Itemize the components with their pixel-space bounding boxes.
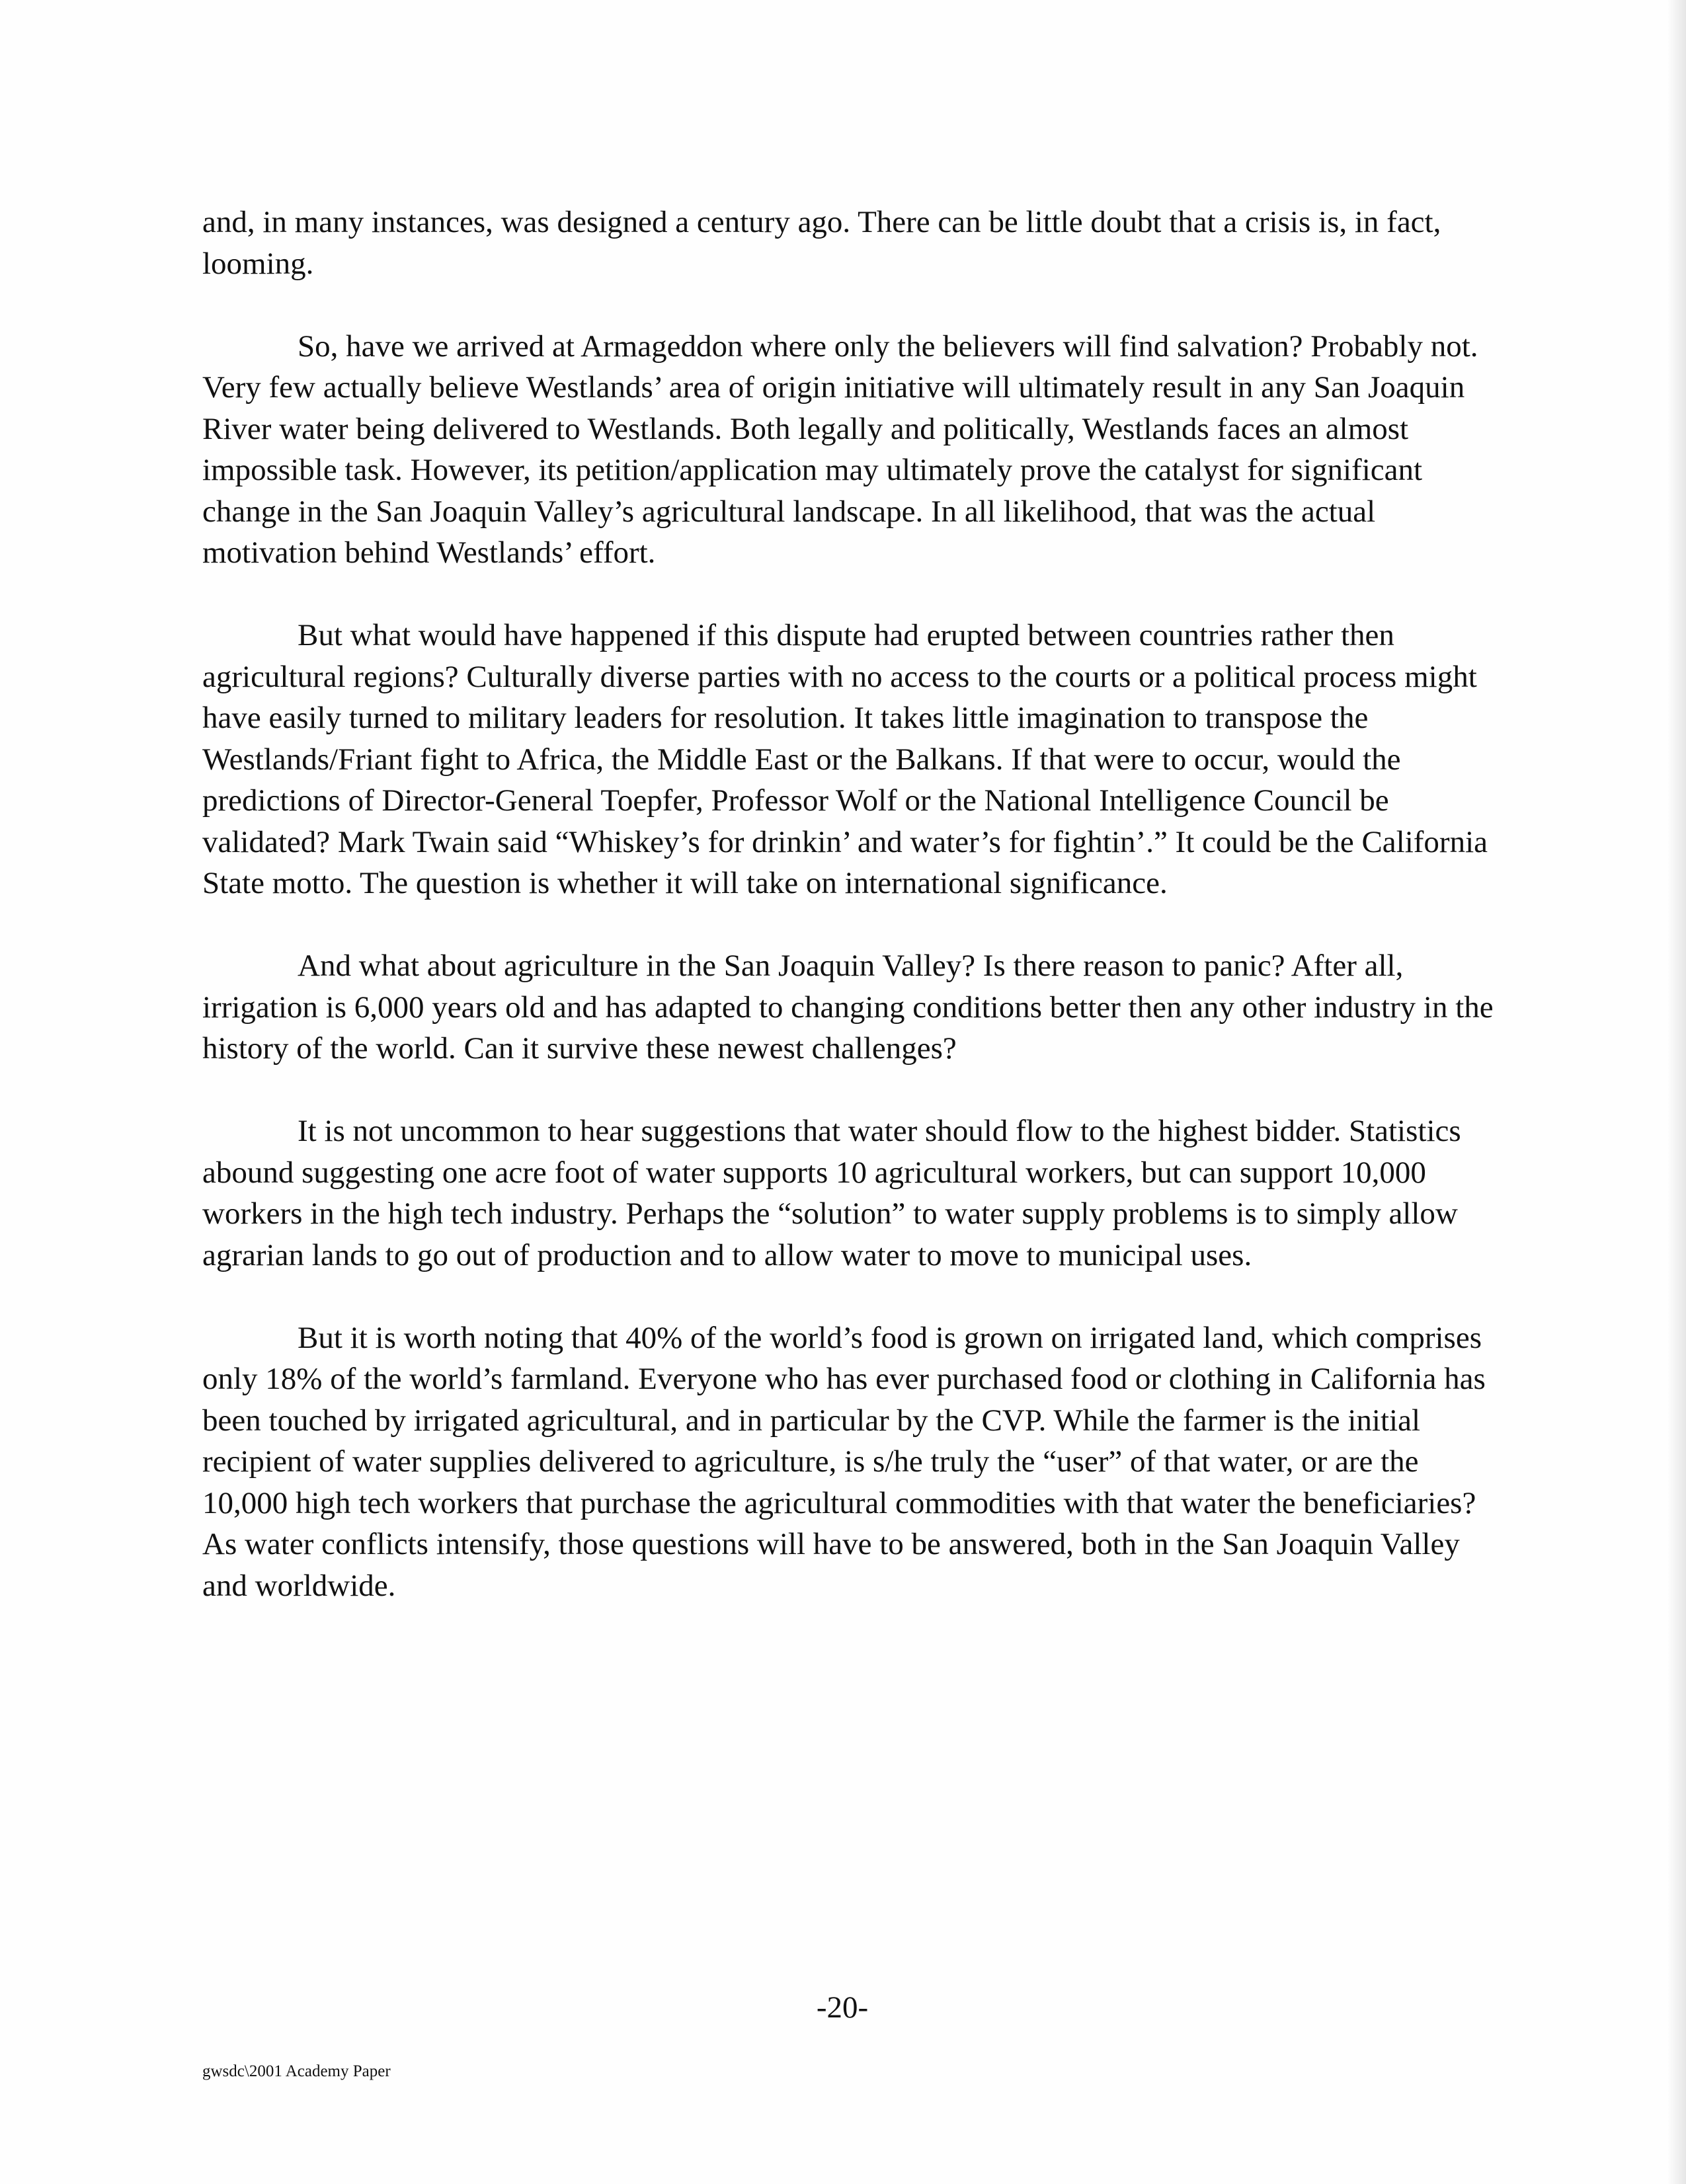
paragraph-3: But what would have happened if this dispute had erupted between countries rather then agricultural regions? Culturally diverse parties with no access to the courts or a political process might have easily turned to military leaders for resolution. It takes little imagination to transpose the Westlands/Friant fight to Africa, the Middle East or the Balkans. If that were to occur, would the predictions of Director-General Toepfer, Professor Wolf or the National Intelligence Council be validated? Mark Twain said “Whiskey’s for drinkin’ and water’s for fightin’.” It could be the California State motto. The question is whether it will take on international significance.: [202, 618, 1488, 900]
paragraph-4: And what about agriculture in the San Joaquin Valley? Is there reason to panic? After all, irrigation is 6,000 years old and has adapted to changing conditions better then any other industry in the history of the world. Can it survive these newest challenges?: [202, 949, 1494, 1066]
scan-edge-shadow: [1667, 0, 1686, 2184]
paragraph-5: It is not uncommon to hear suggestions that water should flow to the highest bidder. Statistics abound suggesting one acre foot of water supports 10 agricultural workers, but can support 10,000 workers in the high tech industry. Perhaps the “solution” to water supply problems is to simply allow agrarian lands to go out of production and to allow water to move to municipal uses.: [202, 1114, 1461, 1272]
footer-file-path: gwsdc\2001 Academy Paper: [202, 2062, 391, 2080]
page-number: -20-: [816, 1990, 869, 2025]
paragraph-2: So, have we arrived at Armageddon where only the believers will find salvation? Probably not. Very few actually believe Westlands’ area of origin initiative will ultimately result in any San Joaquin River water being delivered to Westlands. Both legally and politically, Westlands faces an almost impossible task. However, its petition/application may ultimately prove the catalyst for significant change in the San Joaquin Valley’s agricultural landscape. In all likelihood, that was the actual motivation behind Westlands’ effort.: [202, 329, 1478, 570]
body-text: [202, 202, 1498, 1648]
paragraph-6: But it is worth noting that 40% of the world’s food is grown on irrigated land, which comprises only 18% of the world’s farmland. Everyone who has ever purchased food or clothing in California has been touched by irrigated agricultural, and in particular by the CVP. While the farmer is the initial recipient of water supplies delivered to agriculture, is s/he truly the “user” of that water, or are the 10,000 high tech workers that purchase the agricultural commodities with that water the beneficiaries? As water conflicts intensify, those questions will have to be answered, both in the San Joaquin Valley and worldwide.: [202, 1320, 1486, 1603]
paragraph-1: and, in many instances, was designed a century ago. There can be little doubt that a crisis is, in fact, looming.: [202, 205, 1441, 281]
